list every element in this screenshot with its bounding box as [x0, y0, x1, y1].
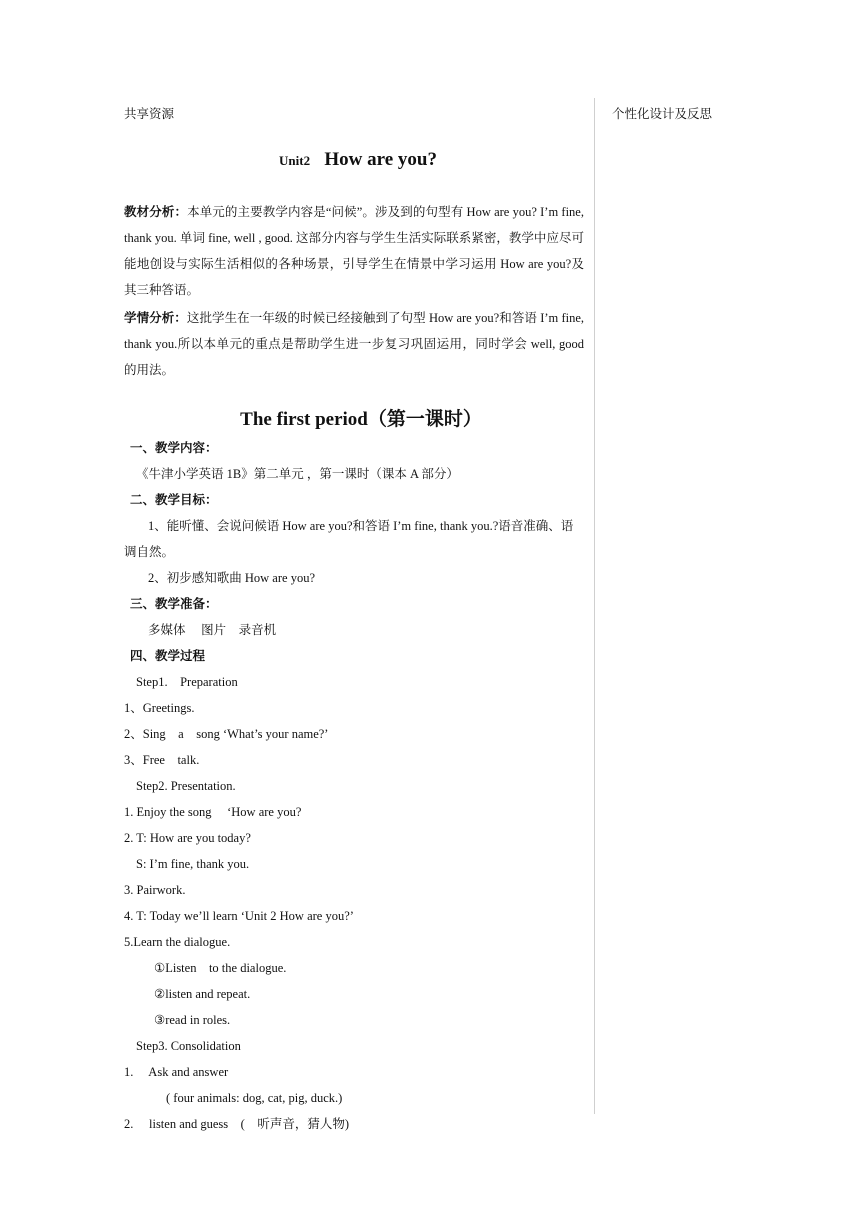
content-text: 《牛津小学英语 1B》第二单元 ，第一课时（课本 A 部分） — [136, 467, 459, 481]
period-title: The first period（第一课时） — [240, 409, 482, 430]
unit-title-text: How are you? — [324, 149, 437, 170]
student-analysis-label: 学情分析： — [124, 311, 187, 325]
step2-item: S: I’m fine, thank you. — [136, 857, 250, 871]
step3-item-note: ( four animals: dog, cat, pig, duck.) — [166, 1091, 343, 1105]
step1-item: 2、Sing a song ‘What’s your name?’ — [124, 727, 329, 741]
step2-item: 2. T: How are you today? — [124, 831, 251, 845]
dialogue-step: ③read in roles. — [154, 1013, 231, 1027]
material-analysis-text: 本单元的主要教学内容是“问候”。涉及到的句型有 How are you? I’m fine, thank you. 单词 fine, well , good. 这部分内容与学生生活实际联系紧密，教学中应尽可能地创设与实际生活相似的各种场景，引导学生在情景中学习运用 How are you?及其三种答语。 — [124, 205, 584, 297]
step3-item: 1. Ask and answer — [124, 1065, 229, 1079]
step3-item: 2. listen and guess ( 听声音，猜人物) — [124, 1117, 349, 1131]
column-divider — [594, 98, 595, 1114]
dialogue-step: ②listen and repeat. — [154, 987, 251, 1001]
goal-1-text: 1、能听懂、会说问候语 How are you?和答语 I’m fine, thank you.?语音准确、语调自然。 — [124, 519, 574, 559]
step2-item: 5.Learn the dialogue. — [124, 935, 231, 949]
material-analysis — [124, 199, 584, 303]
step2-heading: Step2. Presentation. — [136, 779, 236, 793]
content-heading: 一、教学内容： — [130, 441, 218, 455]
step3-heading: Step3. Consolidation — [136, 1039, 241, 1053]
goals-heading: 二、教学目标： — [130, 493, 218, 507]
student-analysis — [124, 305, 584, 383]
prep-text: 多媒体 图片 录音机 — [148, 623, 277, 637]
step1-item: 3、Free talk. — [124, 753, 200, 767]
process-heading: 四、教学过程 — [130, 649, 206, 663]
right-column-header: 个性化设计及反思 — [612, 107, 713, 121]
unit-title — [124, 146, 584, 175]
shared-resource-label: 共享资源 — [124, 107, 175, 121]
step1-item: 1、Greetings. — [124, 701, 195, 715]
dialogue-step: ①Listen to the dialogue. — [154, 961, 287, 975]
main-column — [124, 104, 584, 1137]
step2-item: 3. Pairwork. — [124, 883, 186, 897]
step2-item: 4. T: Today we’ll learn ‘Unit 2 How are you?’ — [124, 909, 354, 923]
unit-number: Unit2 — [279, 153, 311, 168]
prep-heading: 三、教学准备： — [130, 597, 218, 611]
step2-item: 1. Enjoy the song ‘How are you? — [124, 805, 302, 819]
student-analysis-text: 这批学生在一年级的时候已经接触到了句型 How are you?和答语 I’m fine, thank you.所以本单元的重点是帮助学生进一步复习巩固运用，同时学会 well, good 的用法。 — [124, 311, 584, 377]
goal-1 — [124, 513, 584, 565]
step1-heading: Step1. Preparation — [136, 675, 238, 689]
goal-2: 2、初步感知歌曲 How are you? — [148, 571, 315, 585]
material-analysis-label: 教材分析： — [124, 205, 188, 219]
